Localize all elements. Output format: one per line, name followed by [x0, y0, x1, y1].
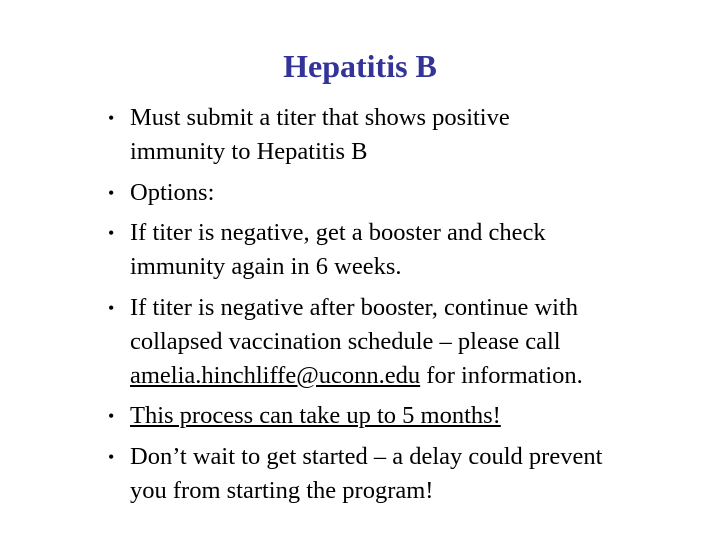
bullet-list: [0, 101, 720, 514]
bullet-item: [0, 291, 720, 393]
bullet-icon: •: [108, 446, 115, 467]
bullet-icon: •: [108, 108, 115, 128]
bullet-item: [0, 176, 720, 210]
slide-title-text: Hepatitis B: [283, 48, 437, 84]
bullet-line: [130, 399, 720, 433]
bullet-text-with-link: [130, 359, 720, 393]
bullet-icon: •: [108, 406, 115, 426]
bullet-text: If titer is negative, get a booster and check: [130, 219, 546, 246]
process-duration-link[interactable]: This process can take up to 5 months!: [130, 402, 501, 429]
bullet-text: immunity again in 6 weeks.: [130, 253, 402, 280]
bullet-icon: •: [108, 297, 115, 318]
bullet-text: Must submit a titer that shows positive: [130, 104, 510, 131]
email-link[interactable]: amelia.hinchliffe@uconn.edu: [130, 361, 421, 389]
bullet-item: [0, 399, 720, 433]
bullet-icon: •: [108, 182, 115, 203]
bullet-text: you from starting the program!: [130, 476, 434, 504]
bullet-text: If titer is negative after booster, continue with: [130, 293, 579, 321]
bullet-item: [0, 440, 720, 508]
bullet-text: Don’t wait to get started – a delay could prevent: [130, 442, 603, 470]
bullet-text: immunity to Hepatitis B: [130, 138, 368, 165]
bullet-text: collapsed vaccination schedule – please call: [130, 327, 561, 355]
bullet-text: Options:: [130, 178, 215, 206]
bullet-item: [0, 101, 720, 169]
slide-title: [0, 48, 720, 85]
bullet-text: for information.: [420, 361, 583, 389]
bullet-icon: •: [108, 223, 115, 243]
bullet-item: [0, 216, 720, 284]
